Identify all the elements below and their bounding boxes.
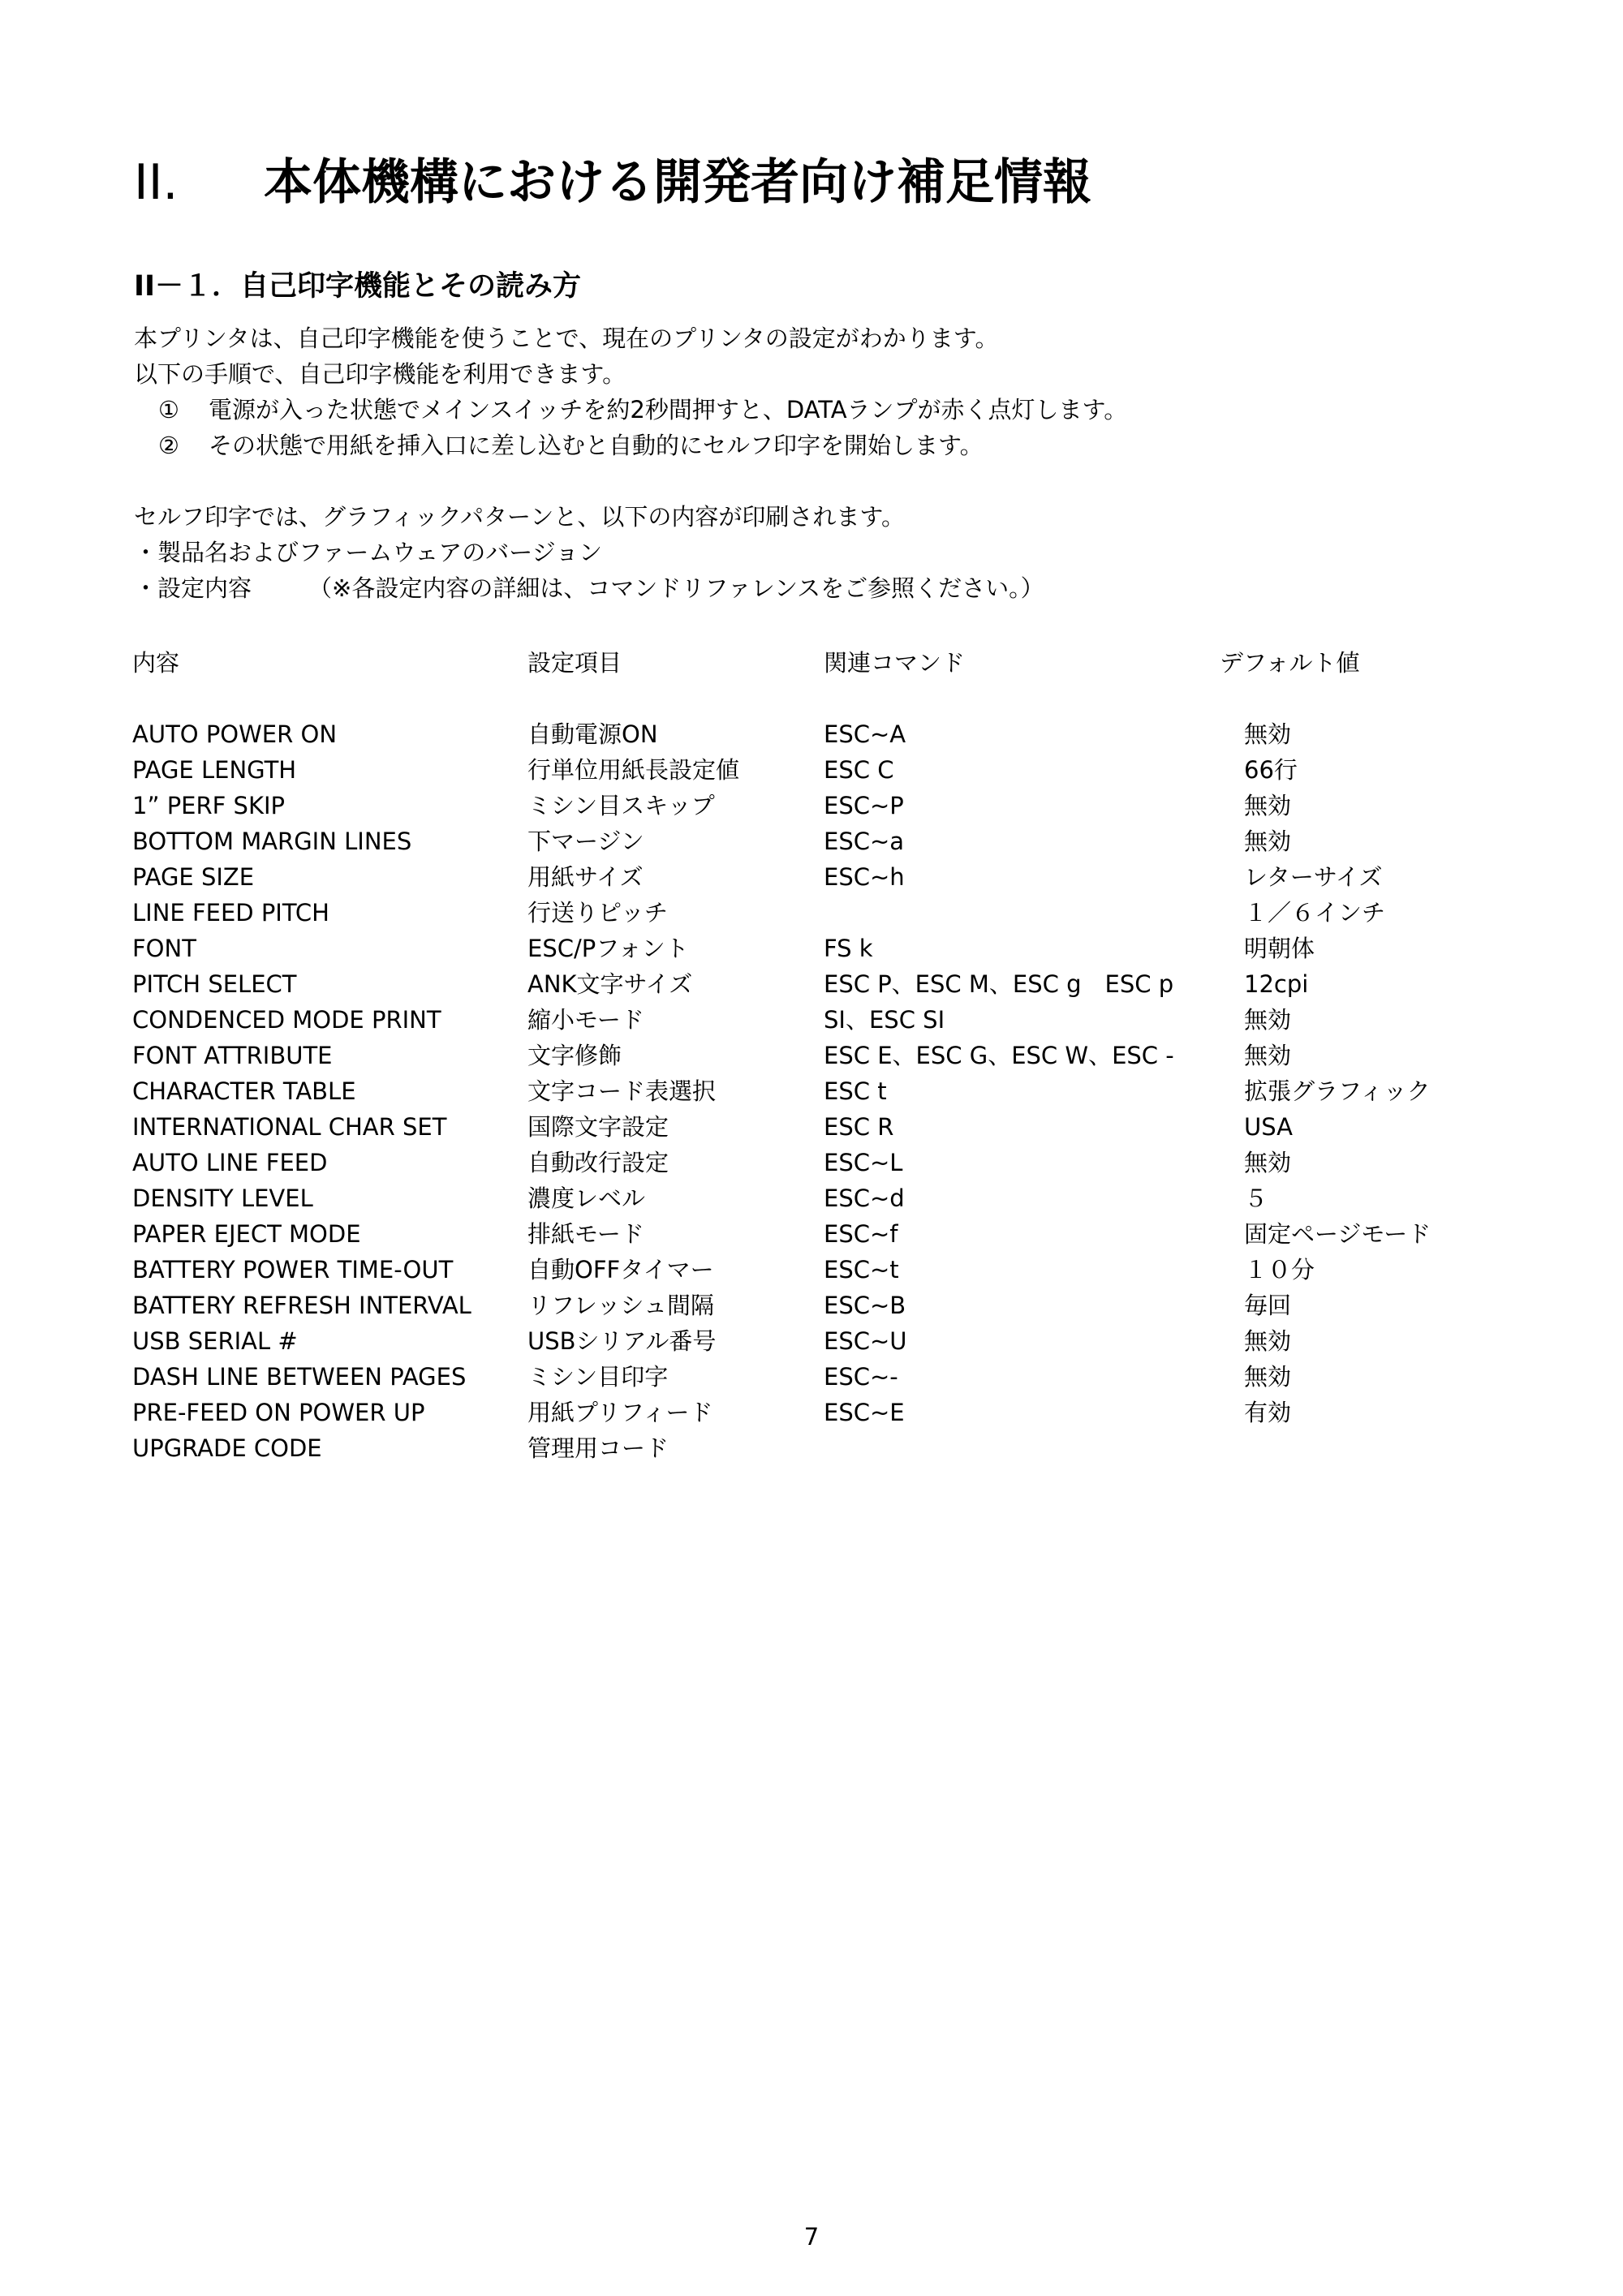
cell-content: AUTO LINE FEED <box>132 1149 328 1176</box>
cell-setting-item: 管理用コード <box>527 1434 669 1462</box>
cell-command: ESC~P <box>824 792 904 819</box>
table-body <box>132 716 1512 1466</box>
step-1-text: 電源が入った状態でメインスイッチを約2秒間押すと、DATAランプが赤く点灯します。 <box>209 396 1128 424</box>
cell-command: ESC~A <box>824 720 906 748</box>
cell-default: 有効 <box>1244 1399 1292 1426</box>
step-2 <box>134 428 1513 463</box>
cell-setting-item: ESC/Pフォント <box>527 935 689 962</box>
settings-table <box>132 645 1512 1466</box>
step-1-mark: ① <box>158 396 179 424</box>
cell-command: ESC C <box>824 756 894 784</box>
cell-default: 無効 <box>1244 792 1292 819</box>
cell-default: 無効 <box>1244 1327 1292 1355</box>
cell-content: PAPER EJECT MODE <box>132 1220 361 1248</box>
table-row <box>132 1038 1512 1073</box>
cell-command: ESC~a <box>824 828 905 855</box>
chapter-title: 本体機構における開発者向け補足情報 <box>264 154 1091 211</box>
table-row <box>132 1216 1512 1252</box>
cell-default: 固定ページモード <box>1244 1220 1431 1248</box>
page-number: 7 <box>803 2223 820 2251</box>
cell-default: 無効 <box>1244 720 1292 748</box>
table-row <box>132 716 1512 752</box>
step-2-mark: ② <box>158 432 179 459</box>
cell-content: PITCH SELECT <box>132 970 297 998</box>
cell-setting-item: 行送りピッチ <box>527 899 668 927</box>
cell-command: ESC~f <box>824 1220 898 1248</box>
cell-setting-item: ミシン目印字 <box>527 1363 669 1391</box>
table-row <box>132 788 1512 823</box>
cell-default: 無効 <box>1244 1006 1292 1034</box>
cell-content: UPGRADE CODE <box>132 1434 322 1462</box>
cell-content: DASH LINE BETWEEN PAGES <box>132 1363 467 1391</box>
cell-setting-item: 用紙サイズ <box>527 863 644 891</box>
table-row <box>132 1180 1512 1216</box>
bullet-settings-note: （※各設定内容の詳細は、コマンドリファレンスをご参照ください。） <box>308 574 1044 602</box>
cell-content: CHARACTER TABLE <box>132 1077 356 1105</box>
cell-command: ESC~E <box>824 1399 905 1426</box>
cell-command: ESC t <box>824 1077 887 1105</box>
table-row <box>132 1002 1512 1038</box>
cell-setting-item: 行単位用紙長設定値 <box>527 756 740 784</box>
cell-command: SI、ESC SI <box>824 1006 945 1034</box>
cell-command: ESC~L <box>824 1149 903 1176</box>
cell-default: ５ <box>1244 1185 1268 1212</box>
cell-setting-item: 自動OFFタイマー <box>527 1256 714 1283</box>
cell-setting-item: 用紙プリフィード <box>527 1399 713 1426</box>
header-default: デフォルト値 <box>1220 649 1360 677</box>
cell-content: FONT ATTRIBUTE <box>132 1042 333 1069</box>
table-row <box>132 1073 1512 1109</box>
cell-default: １０分 <box>1244 1256 1315 1283</box>
cell-setting-item: 文字修飾 <box>527 1042 622 1069</box>
cell-content: BATTERY REFRESH INTERVAL <box>132 1292 471 1319</box>
intro-line-1: 本プリンタは、自己印字機能を使うことで、現在のプリンタの設定がわかります。 <box>134 325 999 352</box>
cell-default: USA <box>1244 1113 1294 1141</box>
table-row <box>132 1109 1512 1145</box>
cell-content: BATTERY POWER TIME-OUT <box>132 1256 454 1283</box>
cell-content: USB SERIAL # <box>132 1327 298 1355</box>
header-setting-item: 設定項目 <box>527 649 622 677</box>
table-row <box>132 1145 1512 1180</box>
cell-default: レターサイズ <box>1244 863 1383 891</box>
header-content: 内容 <box>132 649 180 677</box>
cell-content: PRE-FEED ON POWER UP <box>132 1399 425 1426</box>
cell-command: ESC~d <box>824 1185 905 1212</box>
cell-content: AUTO POWER ON <box>132 720 338 748</box>
cell-default: 66行 <box>1244 756 1298 784</box>
cell-setting-item: 文字コード表選択 <box>527 1077 717 1105</box>
section-heading: II－１．自己印字機能とその読み方 <box>134 270 582 303</box>
cell-default: 無効 <box>1244 1149 1292 1176</box>
cell-command: ESC R <box>824 1113 894 1141</box>
table-row <box>132 1395 1512 1430</box>
cell-command: ESC~B <box>824 1292 906 1319</box>
cell-content: LINE FEED PITCH <box>132 899 329 927</box>
table-row <box>132 895 1512 931</box>
cell-content: INTERNATIONAL CHAR SET <box>132 1113 447 1141</box>
table-row <box>132 1359 1512 1395</box>
bullet-settings <box>134 570 1513 606</box>
cell-content: PAGE SIZE <box>132 863 255 891</box>
cell-setting-item: 縮小モード <box>527 1006 644 1034</box>
intro-text <box>134 320 1513 606</box>
cell-command: ESC~- <box>824 1363 898 1391</box>
intro-line-2: 以下の手順で、自己印字機能を利用できます。 <box>134 360 626 388</box>
chapter-heading <box>134 142 1091 223</box>
cell-setting-item: USBシリアル番号 <box>527 1327 717 1355</box>
cell-content: FONT <box>132 935 196 962</box>
cell-setting-item: ミシン目スキップ <box>527 792 715 819</box>
cell-setting-item: ANK文字サイズ <box>527 970 693 998</box>
cell-content: CONDENCED MODE PRINT <box>132 1006 441 1034</box>
step-1 <box>134 392 1513 428</box>
table-header <box>132 645 1512 681</box>
table-row <box>132 823 1512 859</box>
chapter-number: II. <box>134 154 179 211</box>
table-row <box>132 966 1512 1002</box>
cell-setting-item: リフレッシュ間隔 <box>527 1292 714 1319</box>
table-row <box>132 1288 1512 1323</box>
cell-command: ESC E、ESC G、ESC W、ESC - <box>824 1042 1174 1069</box>
cell-content: BOTTOM MARGIN LINES <box>132 828 412 855</box>
cell-default: 無効 <box>1244 1363 1292 1391</box>
cell-setting-item: 排紙モード <box>527 1220 644 1248</box>
step-2-text: その状態で用紙を挿入口に差し込むと自動的にセルフ印字を開始します。 <box>209 432 984 459</box>
header-command: 関連コマンド <box>824 649 966 677</box>
cell-setting-item: 濃度レベル <box>527 1185 646 1212</box>
cell-content: PAGE LENGTH <box>132 756 297 784</box>
table-row <box>132 1430 1512 1466</box>
cell-default: 拡張グラフィック <box>1244 1077 1431 1105</box>
table-row <box>132 931 1512 966</box>
cell-setting-item: 自動改行設定 <box>527 1149 669 1176</box>
cell-content: 1” PERF SKIP <box>132 792 286 819</box>
cell-command: FS k <box>824 935 873 962</box>
cell-command: ESC~t <box>824 1256 899 1283</box>
bullet-firmware: ・製品名およびファームウェアのバージョン <box>134 539 603 566</box>
cell-command: ESC~h <box>824 863 905 891</box>
table-row <box>132 859 1512 895</box>
cell-command: ESC P、ESC M、ESC g ESC p <box>824 970 1174 998</box>
cell-default: １／６インチ <box>1244 899 1386 927</box>
cell-default: 12cpi <box>1244 970 1309 998</box>
cell-default: 無効 <box>1244 828 1292 855</box>
self-print-line: セルフ印字では、グラフィックパターンと、以下の内容が印刷されます。 <box>134 503 906 531</box>
cell-setting-item: 下マージン <box>527 828 644 855</box>
bullet-settings-label: ・設定内容 <box>134 574 252 602</box>
cell-default: 明朝体 <box>1244 935 1315 962</box>
cell-default: 無効 <box>1244 1042 1292 1069</box>
cell-default: 毎回 <box>1244 1292 1292 1319</box>
table-row <box>132 1323 1512 1359</box>
cell-setting-item: 国際文字設定 <box>527 1113 669 1141</box>
cell-setting-item: 自動電源ON <box>527 720 658 748</box>
cell-content: DENSITY LEVEL <box>132 1185 313 1212</box>
table-row <box>132 752 1512 788</box>
cell-command: ESC~U <box>824 1327 907 1355</box>
table-row <box>132 1252 1512 1288</box>
blank-line <box>134 463 1513 499</box>
